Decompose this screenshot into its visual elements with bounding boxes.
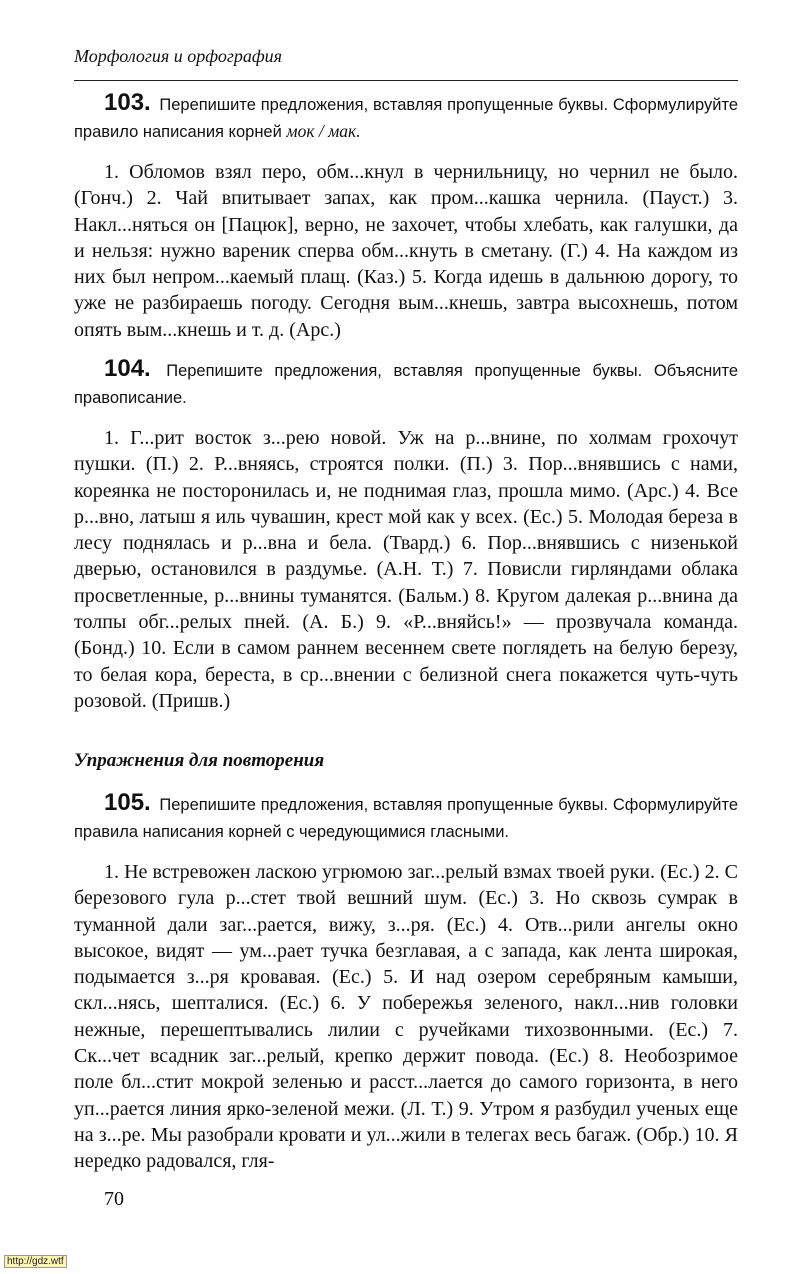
exercise-instruction: Перепишите предложения, вставляя пропущенные буквы. Объясните правописание. [74,362,739,407]
exercise-number: 103. [104,89,151,116]
exercise-103 [74,90,738,343]
exercise-instruction: Перепишите предложения, вставляя пропущенные буквы. Сформулируйте правила написания корней с чередующимися гласными. [74,796,738,841]
running-header: Морфология и орфография [74,46,283,66]
exercise-text: 1. Обломов взял перо, обм...кнул в чернильницу, но чернил не было. (Гонч.) 2. Чай впитывает запах, как пром...кашка чернила. (Пауст.) 3. Накл...няться он [Пацюк], верно, не захочет, чтобы хлебать, как галушки, да и нельзя: нужно вареник сперва обм...кнуть в сметану. (Г.) 4. На каждом из них был непром...каемый плащ. (Каз.) 5. Когда идешь в дальнюю дорогу, то уже не разбираешь погоду. Сегодня вым...кнешь, завтра высохнешь, потом опять вым...кнешь и т. д. (Арс.) [74,161,738,341]
exercise-header [74,790,738,845]
exercise-instruction-italic: мок / мак. [286,121,361,141]
page-number: 70 [104,1188,124,1210]
watermark-link[interactable]: http://gdz.wtf [4,1255,67,1268]
exercise-text: 1. Г...рит восток з...рею новой. Уж на р...внине, по холмам грохочут пушки. (П.) 2. Р...вняясь, строятся полки. (П.) 3. Пор...внявшись с нами, кореянка не посторонилась и, не поднимая глаз, прошла мимо. (Арс.) 4. Все р...вно, латыш я иль чувашин, крест мой как у всех. (Ес.) 5. Молодая береза в лесу поднялась и р...вна и бела. (Твард.) 6. Пор...внявшись с низенькой дверью, остановился в раздумье. (А.Н. Т.) 7. Повисли гирляндами облака просветленные, р...внины туманятся. (Бальм.) 8. Кругом далекая р...внина да толпы обг...релых пней. (А. Б.) 9. «Р...вняйсь!» — прозвучала команда. (Бонд.) 10. Если в самом раннем весеннем свете поглядеть на белую березу, то белая кора, береста, в ср...внении с белизной снега покажется чуть-чуть розовой. (Пришв.) [74,427,738,712]
exercise-105 [74,790,738,1175]
header-rule [74,80,738,81]
exercise-104 [74,356,738,714]
exercise-number: 104. [104,355,151,382]
exercise-header [74,90,738,145]
exercise-instruction: Перепишите предложения, вставляя пропущенные буквы. Сформулируйте правило написания корней [74,96,738,141]
exercise-text: 1. Не встревожен ласкою угрюмою заг...релый взмах твоей руки. (Ес.) 2. С березового гула р...стет твой вешний шум. (Ес.) 3. Но сквозь сумрак в туманной дали заг...рается, вижу, з...ря. (Ес.) 4. Отв...рили ангелы окно высокое, видят — ум...рает тучка безглавая, а с запада, как лента широкая, подымается з...ря кровавая. (Ес.) 5. И над озером серебряным камыши, скл...нясь, шепталися. (Ес.) 6. У побережья зеленого, накл...нив головки нежные, перешептывались лилии с ручейками тихозвонными. (Ес.) 7. Ск...чет всадник заг...релый, крепко держит повода. (Ес.) 8. Необозримое поле бл...стит мокрой зеленью и расст...лается до самого горизонта, в него уп...рается линия ярко-зеленой межи. (Л. Т.) 9. Утром я разбудил ученых еще на з...ре. Мы разобрали кровати и ул...жили в телегах весь багаж. (Обр.) 10. Я нередко радовался, гля- [74,861,738,1173]
exercise-header [74,356,738,411]
section-title: Упражнения для повторения [74,750,325,771]
exercise-number: 105. [104,789,151,816]
